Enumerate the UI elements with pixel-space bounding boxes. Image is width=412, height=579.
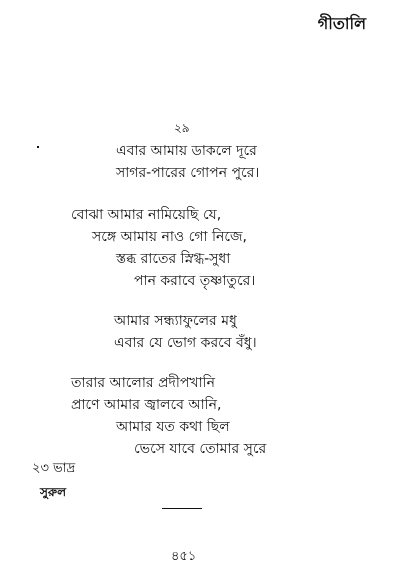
margin-mark bbox=[37, 146, 39, 148]
poem-place: সুরুল bbox=[40, 485, 67, 499]
poem-line: স্তব্ধ রাতের স্নিগ্ধ-সুধা bbox=[116, 251, 231, 267]
page-header-title: গীতালি bbox=[317, 14, 366, 33]
poem-date: ২৩ ভাদ্র bbox=[32, 461, 76, 476]
poem-line: তারার আলোর প্রদীপখানি bbox=[71, 375, 216, 391]
section-divider bbox=[162, 508, 202, 509]
poem-line: আমার যত কথা ছিল bbox=[116, 419, 230, 435]
poem-line: প্রাণে আমার জ্বালবে আনি, bbox=[71, 397, 222, 413]
poem-line: বোঝা আমার নামিয়েছি যে, bbox=[71, 207, 222, 223]
page-number: ৪৫১ bbox=[171, 549, 197, 564]
poem-line: এবার আমায় ডাকলে দূরে bbox=[116, 143, 257, 159]
poem-line: আমার সন্ধ্যাফুলের মধু bbox=[114, 313, 237, 329]
poem-number: ২৯ bbox=[174, 121, 190, 135]
poem-line: এবার যে ভোগ করবে বঁধু। bbox=[114, 335, 257, 351]
poem-line: পান করাবে তৃষ্ণাতুরে। bbox=[134, 273, 256, 289]
poem-line: ভেসে যাবে তোমার সুরে bbox=[134, 441, 267, 457]
poem-line: সাগর-পারের গোপন পুরে। bbox=[116, 165, 260, 181]
poem-line: সঙ্গে আমায় নাও গো নিজে, bbox=[92, 229, 247, 245]
